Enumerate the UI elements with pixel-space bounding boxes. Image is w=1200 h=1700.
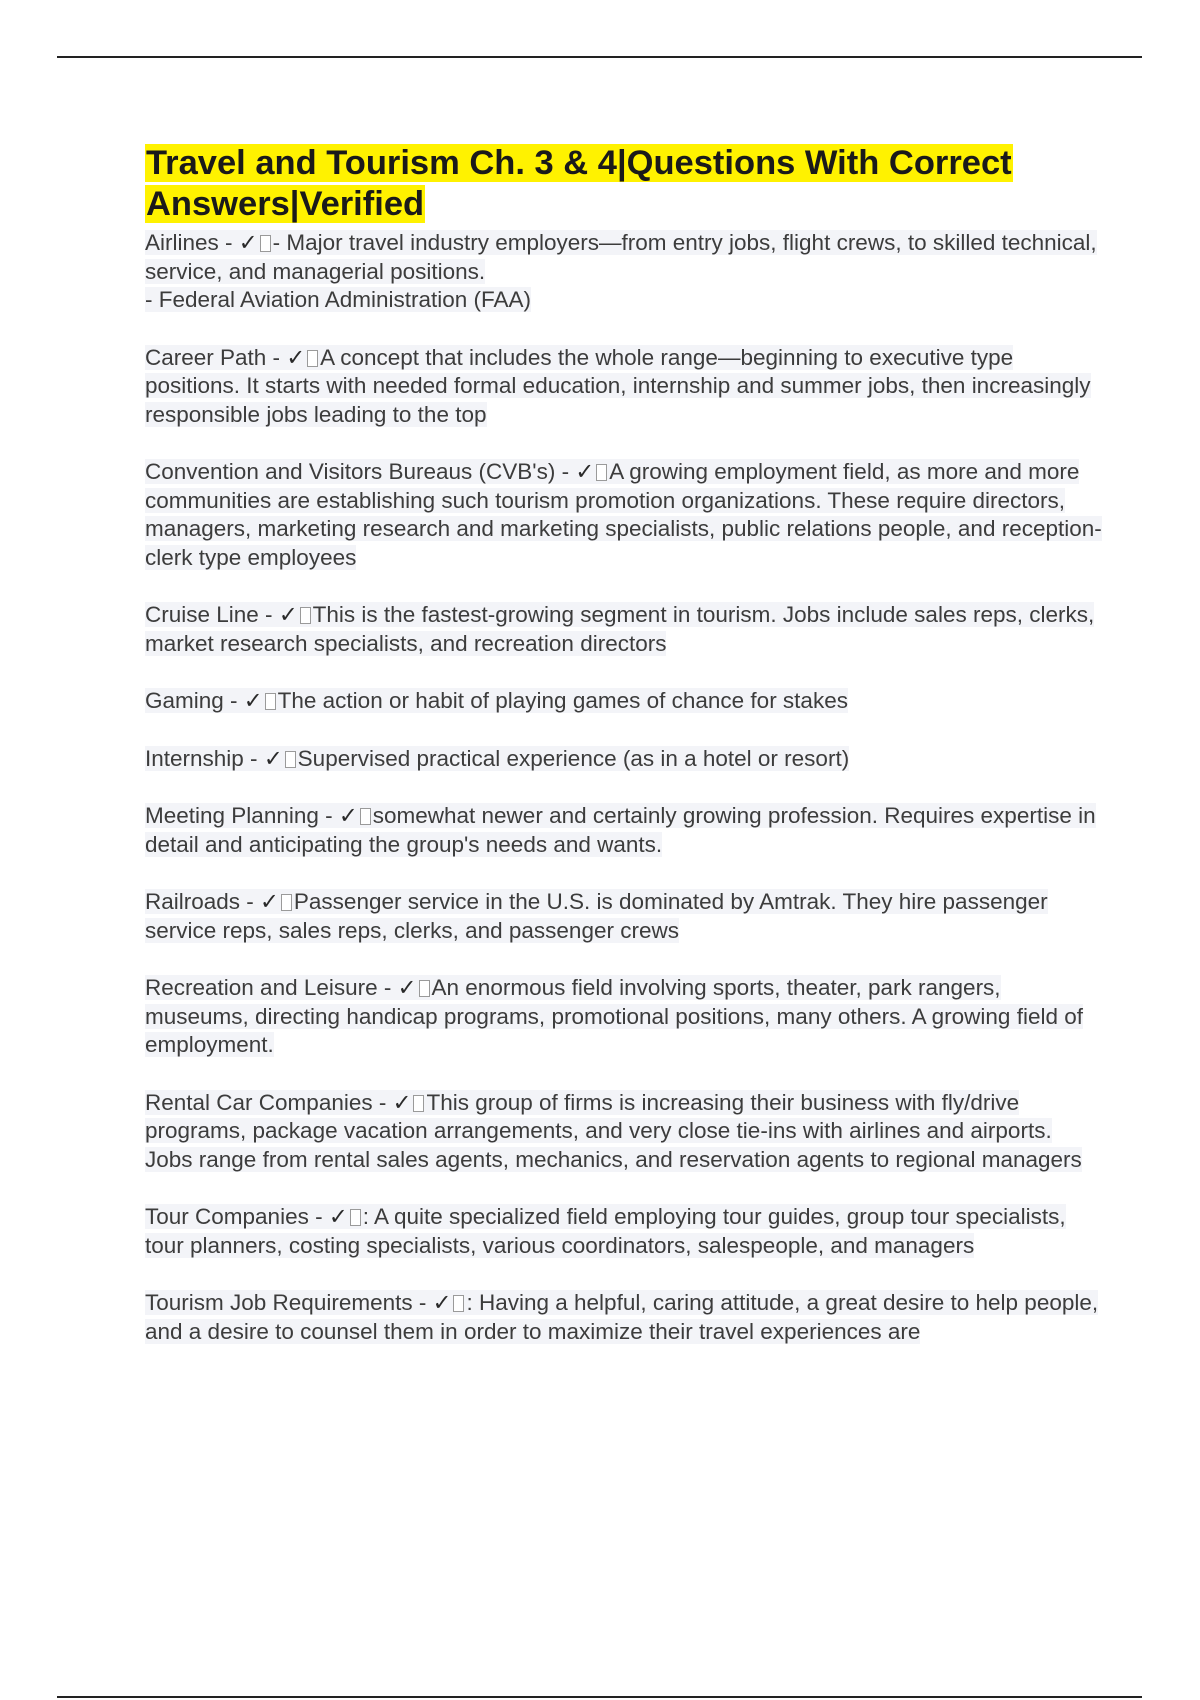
term-entry <box>145 745 1105 774</box>
checkmark-icon: ✓ <box>286 344 306 370</box>
missing-glyph-box-icon <box>419 980 430 997</box>
entry-text <box>145 602 1094 656</box>
missing-glyph-box-icon <box>300 607 311 624</box>
entry-definition: Passenger service in the U.S. is dominated by Amtrak. They hire passenger service reps, sales reps, clerks, and passenger crews <box>145 889 1048 943</box>
entry-definition: The action or habit of playing games of chance for stakes <box>277 688 848 713</box>
entry-text <box>145 746 849 771</box>
top-divider <box>57 56 1142 58</box>
entry-text <box>145 459 1102 570</box>
term-entry <box>145 1203 1105 1260</box>
entry-definition: : A quite specialized field employing tour guides, group tour specialists, tour planners, costing specialists, various coordinators, salespeople, and managers <box>145 1204 1066 1258</box>
checkmark-icon: ✓ <box>260 889 279 914</box>
missing-glyph-box-icon <box>360 808 371 825</box>
entry-text <box>145 889 1048 943</box>
entry-definition: : Having a helpful, caring attitude, a great desire to help people, and a desire to counsel them in order to maximize their travel experiences are <box>145 1290 1099 1344</box>
checkmark-icon: ✓ <box>243 688 263 713</box>
entry-term: Tourism Job Requirements - <box>145 1290 433 1315</box>
term-entry <box>145 802 1105 859</box>
entry-list <box>145 229 1105 1346</box>
entry-definition: - Major travel industry employers—from entry jobs, flight crews, to skilled technical, service, and managerial positions. <box>145 230 1097 284</box>
entry-text <box>145 688 848 713</box>
entry-term: Gaming - <box>145 688 244 713</box>
entry-text <box>145 1090 1082 1172</box>
entry-term: Career Path - <box>145 344 287 370</box>
entry-definition: A concept that includes the whole range—beginning to executive type positions. It starts with needed formal education, internship and summer jobs, then increasingly responsible jobs leading to the top <box>145 344 1091 427</box>
checkmark-icon: ✓ <box>263 745 283 771</box>
checkmark-icon: ✓ <box>392 1089 412 1115</box>
checkmark-icon: ✓ <box>575 459 595 484</box>
entry-definition: This group of firms is increasing their business with fly/drive programs, package vacation arrangements, and very close tie-ins with airlines and airports. Jobs range from rental sales agents, mechanics, and reservation agents to regional managers <box>145 1089 1082 1172</box>
entry-term: Meeting Planning - <box>145 803 339 828</box>
term-entry <box>145 1089 1105 1175</box>
term-entry <box>145 1289 1105 1346</box>
missing-glyph-box-icon <box>260 235 271 252</box>
entry-extra-line: - Federal Aviation Administration (FAA) <box>145 287 532 312</box>
entry-text <box>145 1290 1098 1344</box>
entry-term: Railroads - <box>145 889 261 914</box>
entry-term: Cruise Line - <box>145 602 279 627</box>
document-title <box>145 143 1105 225</box>
entry-text <box>145 1204 1066 1258</box>
entry-term: Rental Car Companies - <box>145 1089 393 1115</box>
missing-glyph-box-icon <box>453 1295 464 1312</box>
entry-definition: This is the fastest-growing segment in tourism. Jobs include sales reps, clerks, market research specialists, and recreation directors <box>145 602 1095 656</box>
entry-definition: An enormous field involving sports, theater, park rangers, museums, directing handicap programs, promotional positions, many others. A growing field of employment. <box>145 975 1083 1057</box>
checkmark-icon: ✓ <box>278 602 298 627</box>
missing-glyph-box-icon <box>307 350 318 367</box>
entry-term: Tour Companies - <box>145 1204 329 1229</box>
term-entry <box>145 601 1105 658</box>
entry-text <box>145 345 1091 427</box>
checkmark-icon: ✓ <box>432 1290 452 1315</box>
entry-text <box>145 230 1097 312</box>
entry-term: Airlines - <box>145 230 239 255</box>
checkmark-icon: ✓ <box>397 975 417 1000</box>
missing-glyph-box-icon <box>413 1095 424 1112</box>
bottom-divider <box>57 1696 1142 1698</box>
checkmark-icon: ✓ <box>328 1204 348 1229</box>
checkmark-icon: ✓ <box>338 803 358 828</box>
term-entry <box>145 687 1105 716</box>
checkmark-icon: ✓ <box>238 230 258 255</box>
term-entry <box>145 888 1105 945</box>
term-entry <box>145 344 1105 430</box>
missing-glyph-box-icon <box>596 464 607 481</box>
entry-text <box>145 975 1083 1057</box>
term-entry <box>145 974 1105 1060</box>
entry-term: Recreation and Leisure - <box>145 975 398 1000</box>
entry-definition: A growing employment field, as more and more communities are establishing such tourism promotion organizations. These require directors, managers, marketing research and marketing specialists, public relations people, and reception-clerk type employees <box>145 459 1102 570</box>
missing-glyph-box-icon <box>285 751 296 768</box>
entry-term: Internship - <box>145 745 264 771</box>
missing-glyph-box-icon <box>281 894 292 911</box>
entry-definition: somewhat newer and certainly growing profession. Requires expertise in detail and anticipating the group's needs and wants. <box>145 803 1096 857</box>
document-body <box>145 143 1105 1375</box>
missing-glyph-box-icon <box>350 1209 361 1226</box>
term-entry <box>145 229 1105 315</box>
entry-text <box>145 803 1096 857</box>
term-entry <box>145 458 1105 572</box>
title-highlight: Travel and Tourism Ch. 3 & 4|Questions With Correct Answers|Verified <box>146 144 1012 223</box>
missing-glyph-box-icon <box>265 693 276 710</box>
entry-term: Convention and Visitors Bureaus (CVB's) - <box>145 459 576 484</box>
entry-definition: Supervised practical experience (as in a hotel or resort) <box>297 745 850 771</box>
